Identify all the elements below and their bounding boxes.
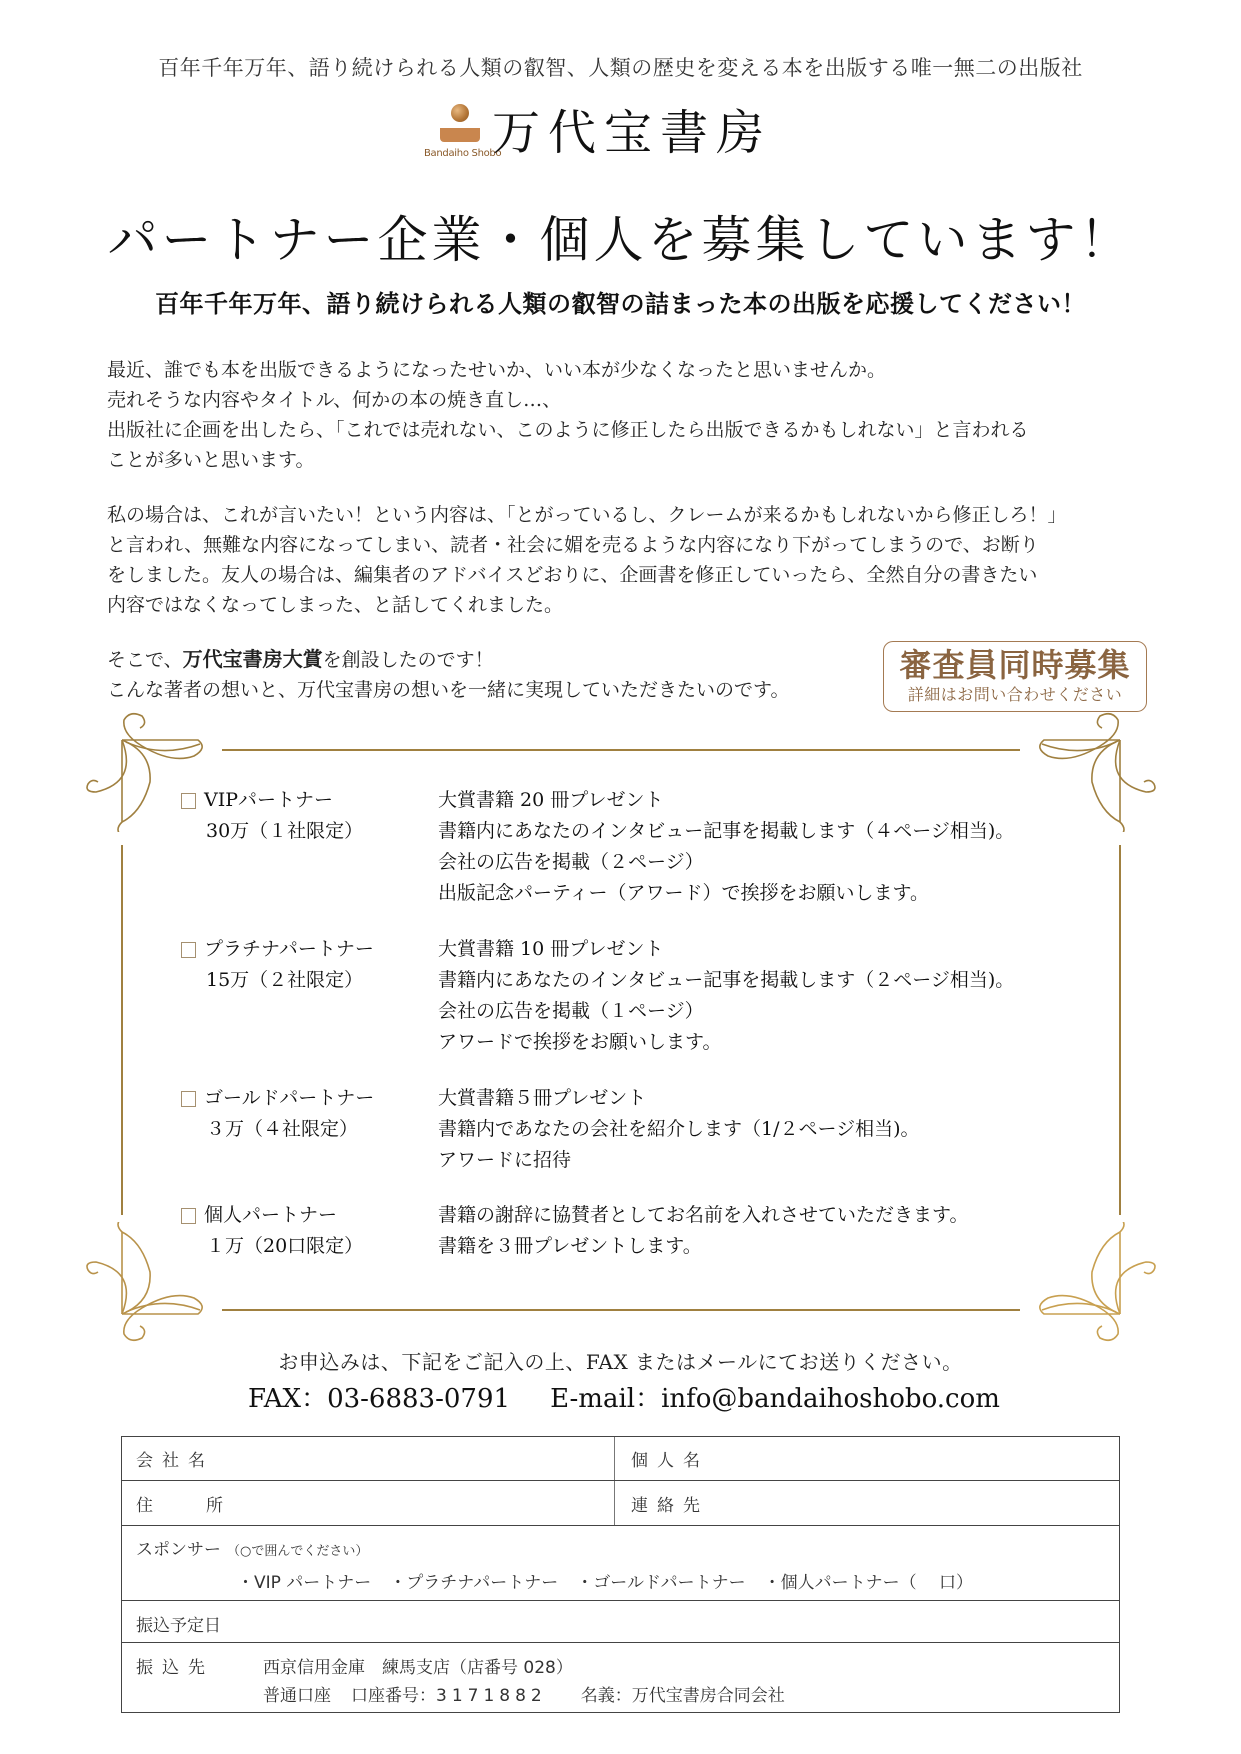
text-line: をしました。友人の場合は、編集者のアドバイスどおりに、企画書を修正していったら、全然自分の書きたい	[107, 564, 1038, 586]
fax-number: FAX：03-6883-0791	[248, 1384, 511, 1414]
field-label: 個人名	[631, 1451, 709, 1471]
account-name: 名義：万代宝書房合同会社	[580, 1686, 785, 1706]
field-label: 会社名	[136, 1451, 214, 1471]
field-note: （○で囲んでください）	[227, 1544, 369, 1559]
tier-price: １万（20口限定）	[206, 1235, 364, 1257]
field-label: スポンサー	[136, 1540, 221, 1560]
transfer-date-field[interactable]	[122, 1601, 1119, 1643]
tier-name: ゴールドパートナー	[204, 1087, 375, 1109]
sponsor-options	[237, 1568, 973, 1593]
address-field[interactable]	[122, 1481, 615, 1525]
text-fragment: を創設したのです！	[322, 649, 494, 671]
tier-benefit: 会社の広告を掲載（２ページ）	[438, 851, 704, 873]
frame-border-top	[222, 749, 1020, 751]
field-label: 連絡先	[631, 1495, 709, 1516]
tier-price: 30万（１社限定）	[206, 820, 364, 842]
text-line: ことが多いと思います。	[107, 449, 315, 471]
logo-mark-icon	[440, 104, 480, 150]
contact-info	[248, 1378, 1040, 1415]
field-label: 振込予定日	[136, 1616, 221, 1636]
tier-benefit: 書籍を３冊プレゼントします。	[438, 1235, 702, 1257]
tier-benefit: 書籍内にあなたのインタビュー記事を掲載します（４ページ相当)。	[438, 820, 1015, 842]
form-row-names	[122, 1437, 1119, 1481]
tier-platinum-checkbox[interactable]	[181, 942, 196, 958]
intro-paragraph-2	[107, 500, 1147, 620]
person-name-field[interactable]	[615, 1437, 1119, 1480]
badge-subtitle: 詳細はお問い合わせください	[907, 685, 1123, 704]
text-line: と言われ、無難な内容になってしまい、読者・社会に媚を売るような内容になり下がってしまうので、お断り	[107, 534, 1039, 556]
text-line: 売れそうな内容やタイトル、何かの本の焼き直し…、	[107, 389, 562, 411]
text-line: こんな著者の想いと、万代宝書房の想いを一緒に実現していただきたいのです。	[107, 679, 790, 701]
intro-paragraph-1	[107, 355, 1147, 475]
page-subtitle: 百年千年万年、語り続けられる人類の叡智の詰まった本の出版を応援してください！	[155, 289, 1086, 318]
tier-name: プラチナパートナー	[204, 938, 374, 960]
tier-benefit: 会社の広告を掲載（１ページ）	[438, 1000, 704, 1022]
text-line: 私の場合は、これが言いたい！という内容は、「とがっているし、クレームが来るかもしれないから修正しろ！」	[107, 504, 1067, 526]
tier-vip-checkbox[interactable]	[181, 793, 196, 809]
page-title: パートナー企業・個人を募集しています！	[107, 211, 1134, 269]
field-label: 住 所	[136, 1495, 241, 1516]
tier-name: 個人パートナー	[204, 1204, 338, 1226]
application-form	[121, 1436, 1120, 1713]
sponsor-option-vip[interactable]: ・VIP パートナー	[237, 1573, 372, 1593]
tier-benefit: アワードで挨拶をお願いします。	[438, 1031, 722, 1053]
text-fragment: そこで、	[107, 649, 183, 671]
tier-benefit: 書籍の謝辞に協賛者としてお名前を入れさせていただきます。	[438, 1204, 969, 1226]
text-line: 内容ではなくなってしまった、と話してくれました。	[107, 594, 564, 616]
account-number-label: 口座番号：	[351, 1686, 436, 1706]
publisher-logo	[424, 98, 830, 168]
sponsor-option-gold[interactable]: ・ゴールドパートナー	[576, 1573, 746, 1593]
sponsor-option-platinum[interactable]: ・プラチナパートナー	[389, 1573, 559, 1593]
form-row-address	[122, 1481, 1119, 1526]
tier-price: 15万（２社限定）	[206, 969, 364, 991]
tier-gold-checkbox[interactable]	[181, 1091, 196, 1107]
frame-border-right	[1119, 845, 1121, 1215]
sponsor-label-line	[136, 1535, 368, 1560]
frame-border-bottom	[222, 1309, 1020, 1311]
tier-benefit: 出版記念パーティー（アワード）で挨拶をお願いします。	[438, 882, 929, 904]
tier-benefit: 書籍内であなたの会社を紹介します（1/２ページ相当)。	[438, 1118, 920, 1140]
account-number: 3171882	[436, 1686, 547, 1706]
text-line: 出版社に企画を出したら、「これでは売れない、このように修正したら出版できるかもしれない」と言われる	[107, 419, 1029, 441]
sponsor-field[interactable]	[122, 1526, 1119, 1601]
tier-name: VIPパートナー	[204, 789, 334, 811]
email-address[interactable]: E-mail：info@bandaihoshobo.com	[550, 1384, 1000, 1414]
tagline: 百年千年万年、語り続けられる人類の叡智、人類の歴史を変える本を出版する唯一無二の出版社	[158, 56, 1083, 80]
sponsor-option-individual[interactable]: ・個人パートナー（ 口）	[763, 1573, 974, 1593]
text-line: 最近、誰でも本を出版できるようになったせいか、いい本が少なくなったと思いませんか。	[107, 359, 887, 381]
tier-individual-checkbox[interactable]	[181, 1208, 196, 1224]
tier-benefit: 大賞書籍５冊プレゼント	[438, 1087, 647, 1109]
tier-benefit: 大賞書籍 10 冊プレゼント	[438, 938, 664, 960]
tier-price: ３万（４社限定）	[206, 1118, 359, 1140]
logo-subtitle: Bandaiho Shobo	[424, 148, 502, 159]
tier-benefit: 書籍内にあなたのインタビュー記事を掲載します（２ページ相当)。	[438, 969, 1015, 991]
bank-info	[122, 1643, 1119, 1713]
field-label: 振込先	[136, 1658, 214, 1678]
award-name: 万代宝書房大賞	[182, 647, 323, 671]
apply-instructions: お申込みは、下記をご記入の上、FAX またはメールにてお送りください。	[278, 1350, 963, 1374]
account-type: 普通口座	[263, 1686, 331, 1706]
logo-name: 万代宝書房	[492, 105, 773, 161]
judges-recruitment-badge	[883, 641, 1147, 712]
badge-title: 審査員同時募集	[899, 646, 1131, 684]
contact-field[interactable]	[615, 1481, 1119, 1525]
tier-benefit: アワードに招待	[438, 1149, 572, 1171]
bank-branch: 西京信用金庫 練馬支店（店番号 028）	[263, 1658, 573, 1678]
tier-benefit: 大賞書籍 20 冊プレゼント	[438, 789, 664, 811]
frame-border-left	[121, 845, 123, 1215]
company-name-field[interactable]	[122, 1437, 615, 1480]
bank-account	[263, 1681, 785, 1706]
